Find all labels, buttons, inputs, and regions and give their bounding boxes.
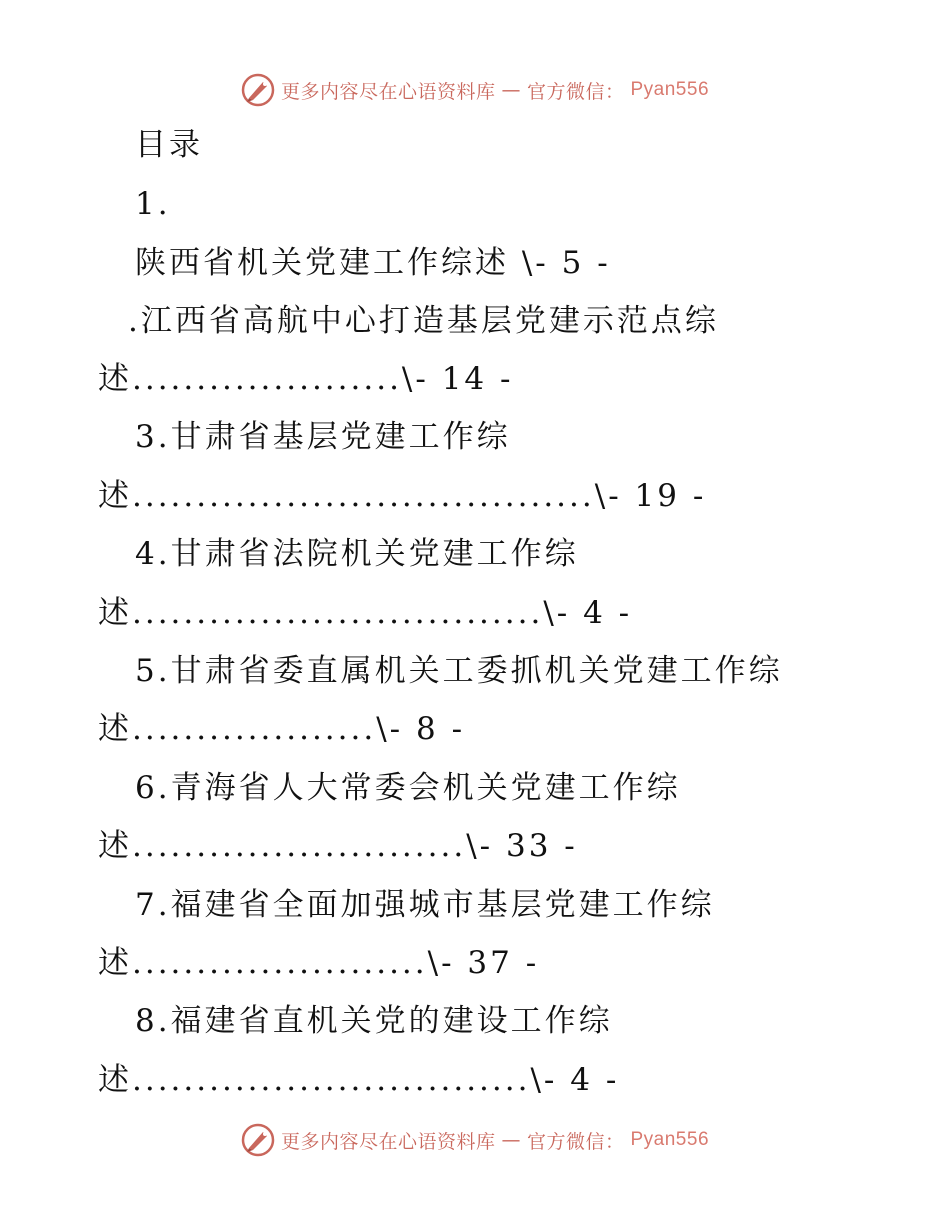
watermark-text: 更多内容尽在心语资料库	[280, 1130, 496, 1153]
toc-line: 述...................\- 8 -	[98, 711, 466, 747]
toc-line: 5.甘肃省委直属机关工委抓机关党建工作综	[135, 653, 783, 689]
toc-line: 4.甘肃省法院机关党建工作综	[135, 536, 579, 572]
toc-line: .江西省高航中心打造基层党建示范点综	[128, 303, 719, 339]
toc-line: 陕西省机关党建工作综述 \- 5 -	[135, 245, 611, 281]
watermark-id: Pyan556	[630, 1129, 710, 1150]
toc-line: 述................................\- 4 -	[98, 595, 633, 631]
watermark-official: 官方微信：	[526, 1130, 625, 1153]
toc-line: 述.......................\- 37 -	[98, 945, 540, 981]
toc-line: 1.	[135, 186, 171, 222]
toc-line: 3.甘肃省基层党建工作综	[135, 419, 511, 455]
footer-watermark	[0, 1120, 950, 1160]
toc-line: 7.福建省全面加强城市基层党建工作综	[135, 887, 715, 923]
watermark-dash: —	[501, 79, 521, 101]
toc-line: 述....................................\- 19 -	[98, 478, 707, 514]
watermark-id: Pyan556	[630, 79, 710, 100]
toc-line: 述...............................\- 4 -	[98, 1062, 620, 1098]
watermark-official: 官方微信：	[526, 80, 625, 103]
pen-logo-icon	[241, 1123, 275, 1157]
toc-line: 8.福建省直机关党的建设工作综	[135, 1003, 613, 1039]
toc-line: 述..........................\- 33 -	[98, 828, 578, 864]
watermark-text: 更多内容尽在心语资料库	[280, 80, 496, 103]
watermark-dash: —	[501, 1129, 521, 1151]
toc-line: 6.青海省人大常委会机关党建工作综	[135, 770, 681, 806]
toc-title: 目录	[135, 127, 203, 163]
pen-logo-icon	[241, 73, 275, 107]
header-watermark	[0, 70, 950, 110]
toc-line: 述.....................\- 14 -	[98, 361, 514, 397]
